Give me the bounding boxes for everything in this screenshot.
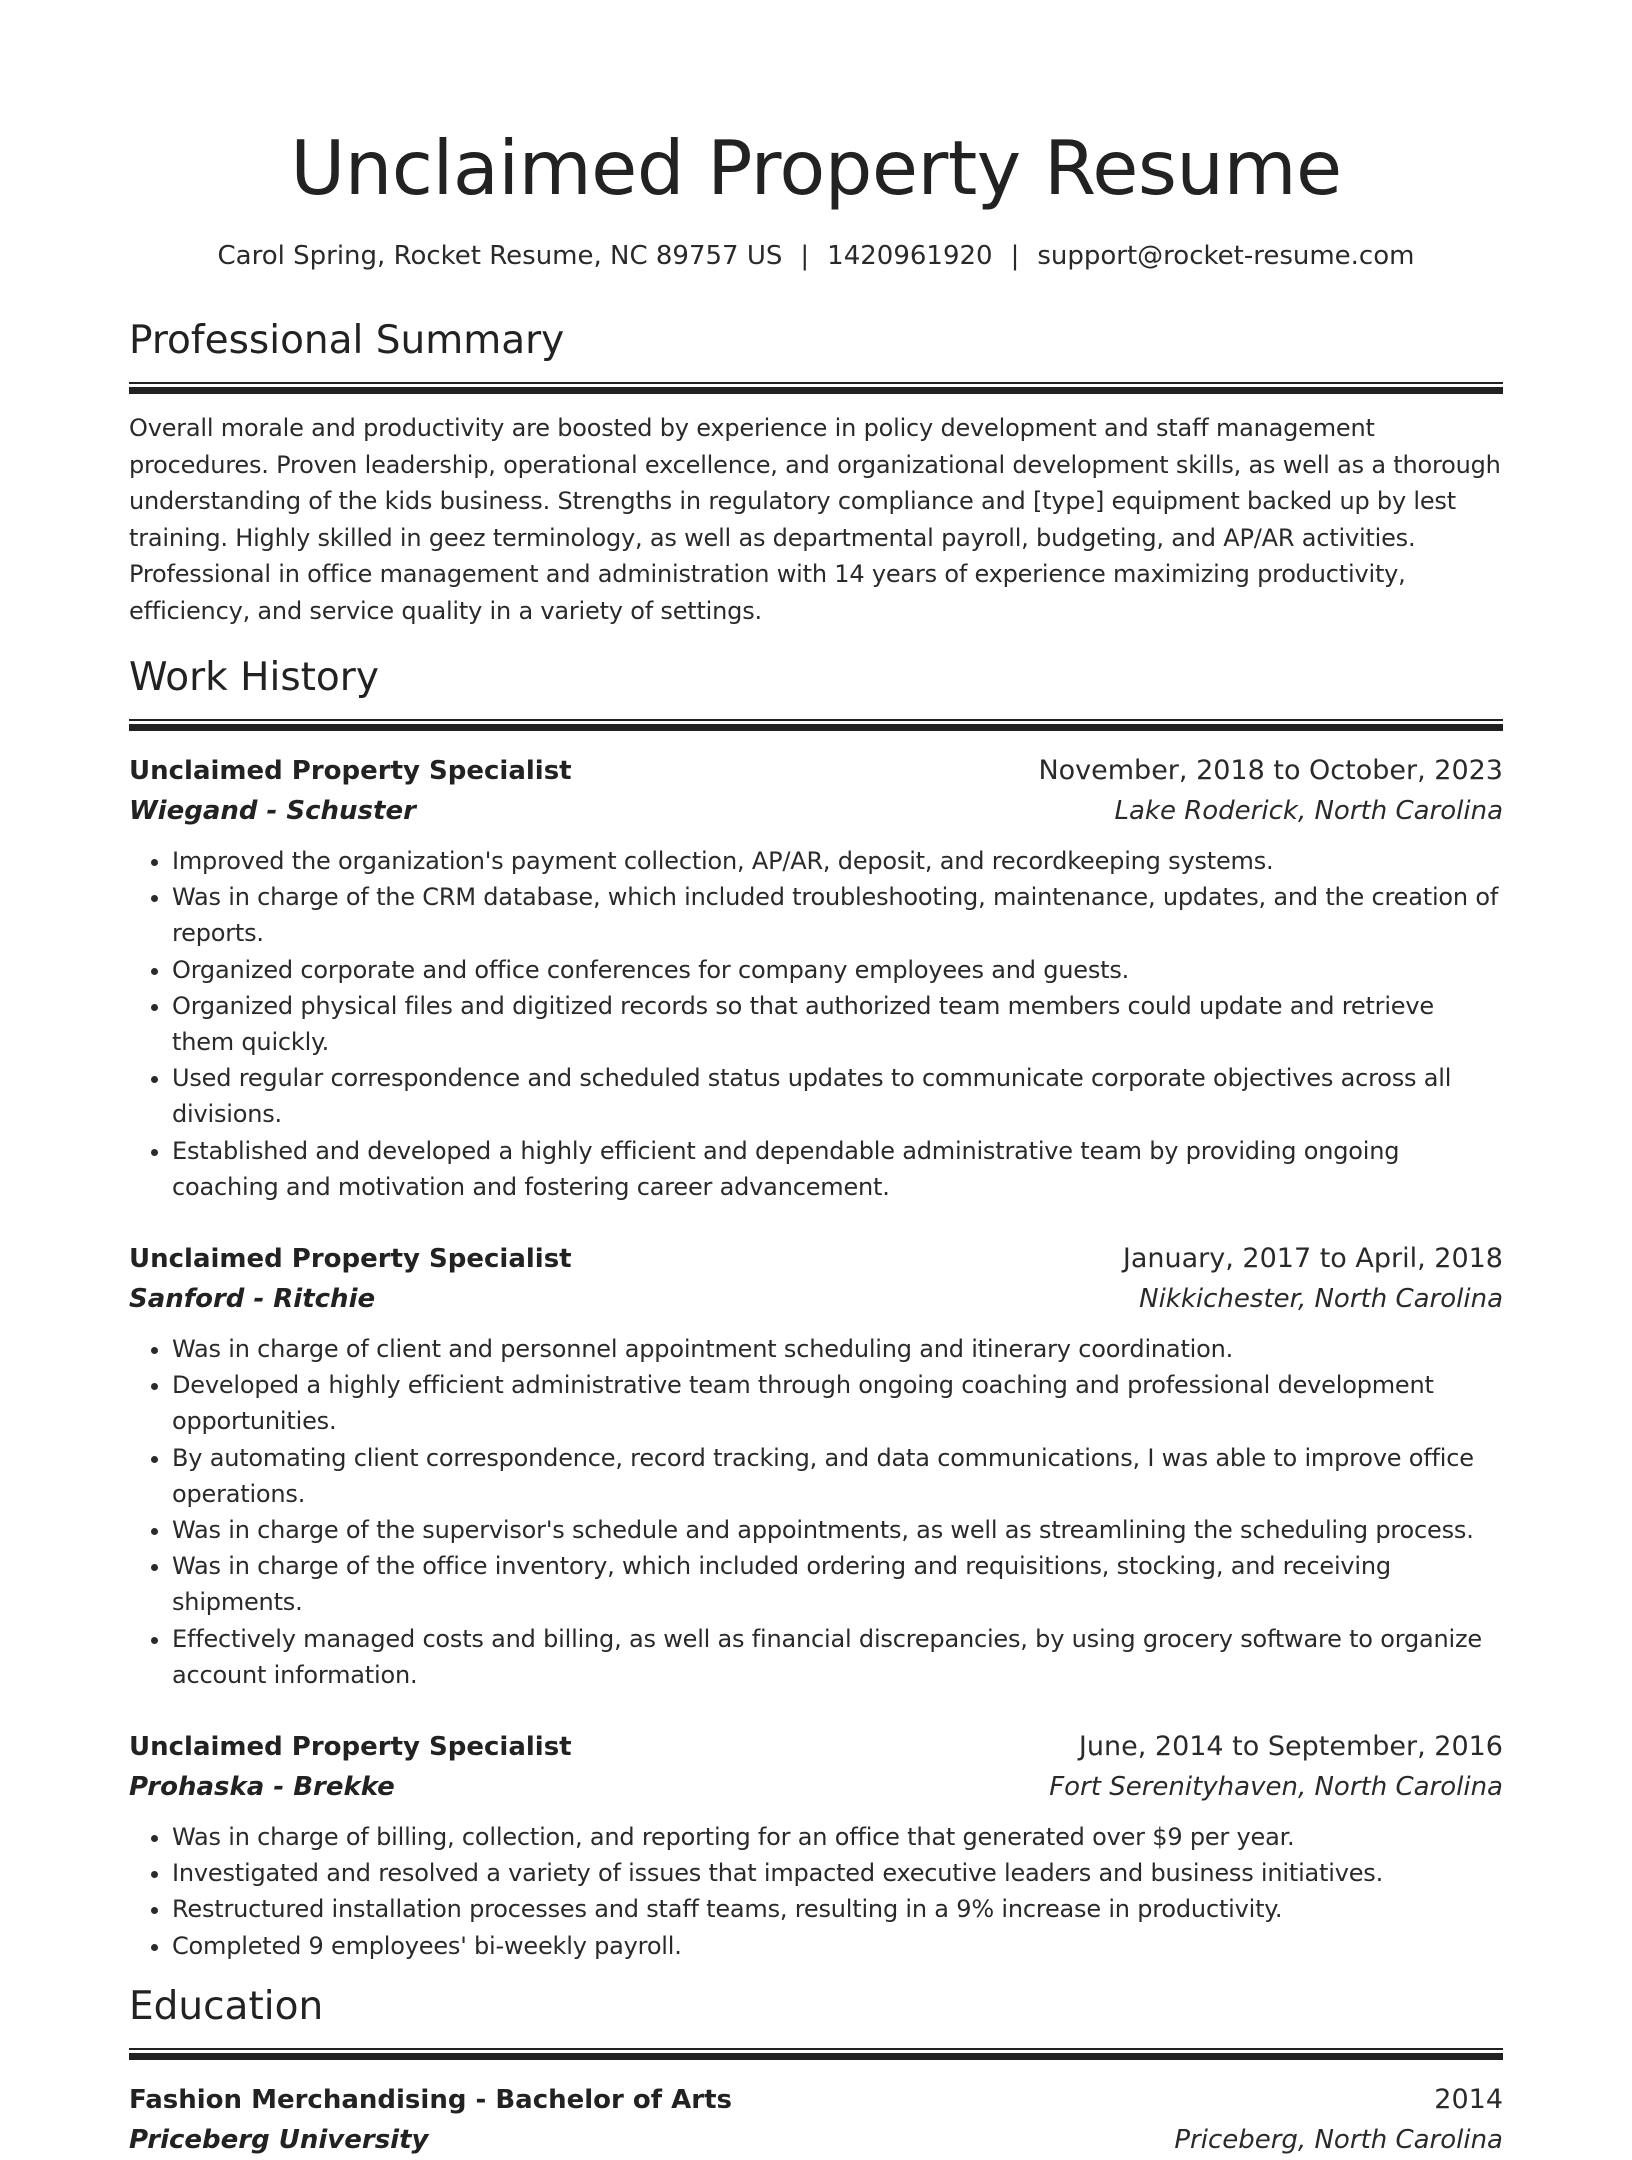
- job-bullet-list: [129, 843, 1503, 1205]
- job-entry: [129, 1239, 1503, 1693]
- section-divider: [129, 719, 1503, 731]
- job-bullet: • Was in charge of the office inventory, which included ordering and requisitions, stocking, and receiving shipments.: [172, 1548, 1503, 1620]
- job-title: Unclaimed Property Specialist: [129, 1732, 572, 1763]
- job-location: Fort Serenityhaven, North Carolina: [1049, 1772, 1503, 1803]
- job-company-row: [129, 791, 1503, 831]
- section-heading-education: Education: [129, 1983, 324, 2029]
- job-title: Unclaimed Property Specialist: [129, 1244, 572, 1275]
- job-bullet: • Organized corporate and office conferences for company employees and guests.: [172, 952, 1503, 988]
- section-heading-summary: Professional Summary: [129, 318, 565, 363]
- job-bullet: • Was in charge of the CRM database, which included troubleshooting, maintenance, updates, and the creation of reports.: [172, 879, 1503, 951]
- job-bullet: • By automating client correspondence, record tracking, and data communications, I was able to improve office operations.: [172, 1440, 1503, 1512]
- job-bullet: • Completed 9 employees' bi-weekly payroll.: [172, 1928, 1503, 1964]
- job-title: Unclaimed Property Specialist: [129, 756, 572, 786]
- contact-phone: 1420961920: [827, 241, 993, 271]
- education-school-row: [129, 2120, 1503, 2160]
- contact-separator: |: [1010, 241, 1020, 271]
- job-dates: November, 2018 to October, 2023: [1038, 755, 1503, 786]
- job-bullet: • Was in charge of client and personnel appointment scheduling and itinerary coordination.: [172, 1331, 1503, 1367]
- job-bullet: • Investigated and resolved a variety of issues that impacted executive leaders and business initiatives.: [172, 1855, 1503, 1891]
- job-dates: June, 2014 to September, 2016: [1078, 1731, 1503, 1763]
- section-divider: [129, 2048, 1503, 2060]
- job-bullet-list: [129, 1819, 1503, 1964]
- education-school: Priceberg University: [129, 2124, 429, 2155]
- job-bullet: • Organized physical files and digitized records so that authorized team members could update and retrieve them quickly.: [172, 988, 1503, 1060]
- education-year: 2014: [1434, 2083, 1503, 2115]
- work-history-section: [129, 653, 1503, 1964]
- job-bullet: • Established and developed a highly efficient and dependable administrative team by providing ongoing coaching and motivation and fostering career advancement.: [172, 1133, 1503, 1205]
- job-bullet: • Was in charge of the supervisor's schedule and appointments, as well as streamlining the scheduling process.: [172, 1512, 1503, 1548]
- education-section: [129, 1982, 1503, 2160]
- job-bullet-list: [129, 1331, 1503, 1693]
- resume-title: Unclaimed Property Resume: [290, 124, 1342, 212]
- job-header-row: [129, 1239, 1503, 1279]
- job-bullet: • Effectively managed costs and billing, as well as financial discrepancies, by using grocery software to organize account information.: [172, 1621, 1503, 1693]
- job-bullet: • Used regular correspondence and scheduled status updates to communicate corporate objectives across all divisions.: [172, 1060, 1503, 1132]
- job-bullet: • Restructured installation processes and staff teams, resulting in a 9% increase in productivity.: [172, 1891, 1503, 1927]
- summary-section: [129, 316, 1503, 629]
- job-entry: [129, 751, 1503, 1205]
- job-header-row: [129, 1727, 1503, 1767]
- job-company: Prohaska - Brekke: [129, 1772, 395, 1803]
- job-entry: [129, 1727, 1503, 1964]
- job-dates: January, 2017 to April, 2018: [1122, 1243, 1503, 1275]
- job-company: Sanford - Ritchie: [129, 1284, 376, 1315]
- job-bullet: • Improved the organization's payment collection, AP/AR, deposit, and recordkeeping systems.: [172, 843, 1503, 879]
- contact-separator: |: [800, 241, 810, 271]
- job-bullet: • Was in charge of billing, collection, and reporting for an office that generated over $9 per year.: [172, 1819, 1503, 1855]
- job-bullet: • Developed a highly efficient administrative team through ongoing coaching and professional development opportunities.: [172, 1367, 1503, 1439]
- education-header-row: [129, 2080, 1503, 2120]
- education-location: Priceberg, North Carolina: [1174, 2124, 1503, 2155]
- contact-line: [129, 238, 1503, 274]
- job-location: Nikkichester, North Carolina: [1139, 1284, 1503, 1315]
- education-degree: Fashion Merchandising - Bachelor of Arts: [129, 2084, 732, 2115]
- contact-address: Carol Spring, Rocket Resume, NC 89757 US: [217, 241, 783, 271]
- job-location: Lake Roderick, North Carolina: [1114, 796, 1503, 826]
- job-header-row: [129, 751, 1503, 791]
- job-company: Wiegand - Schuster: [129, 796, 416, 826]
- section-heading-work-history: Work History: [129, 655, 379, 700]
- job-company-row: [129, 1279, 1503, 1319]
- section-divider: [129, 382, 1503, 394]
- contact-email: support@rocket-resume.com: [1037, 241, 1415, 271]
- job-company-row: [129, 1767, 1503, 1807]
- summary-text: Overall morale and productivity are boosted by experience in policy development and staff management procedures. Proven leadership, operational excellence, and organizational development skills, as well as a thorough understanding of the kids business. Strengths in regulatory compliance and [type] equipment backed up by lest training. Highly skilled in geez terminology, as well as departmental payroll, budgeting, and AP/AR activities. Professional in office management and administration with 14 years of experience maximizing productivity, efficiency, and service quality in a variety of settings.: [129, 414, 1501, 625]
- education-entry: [129, 2080, 1503, 2160]
